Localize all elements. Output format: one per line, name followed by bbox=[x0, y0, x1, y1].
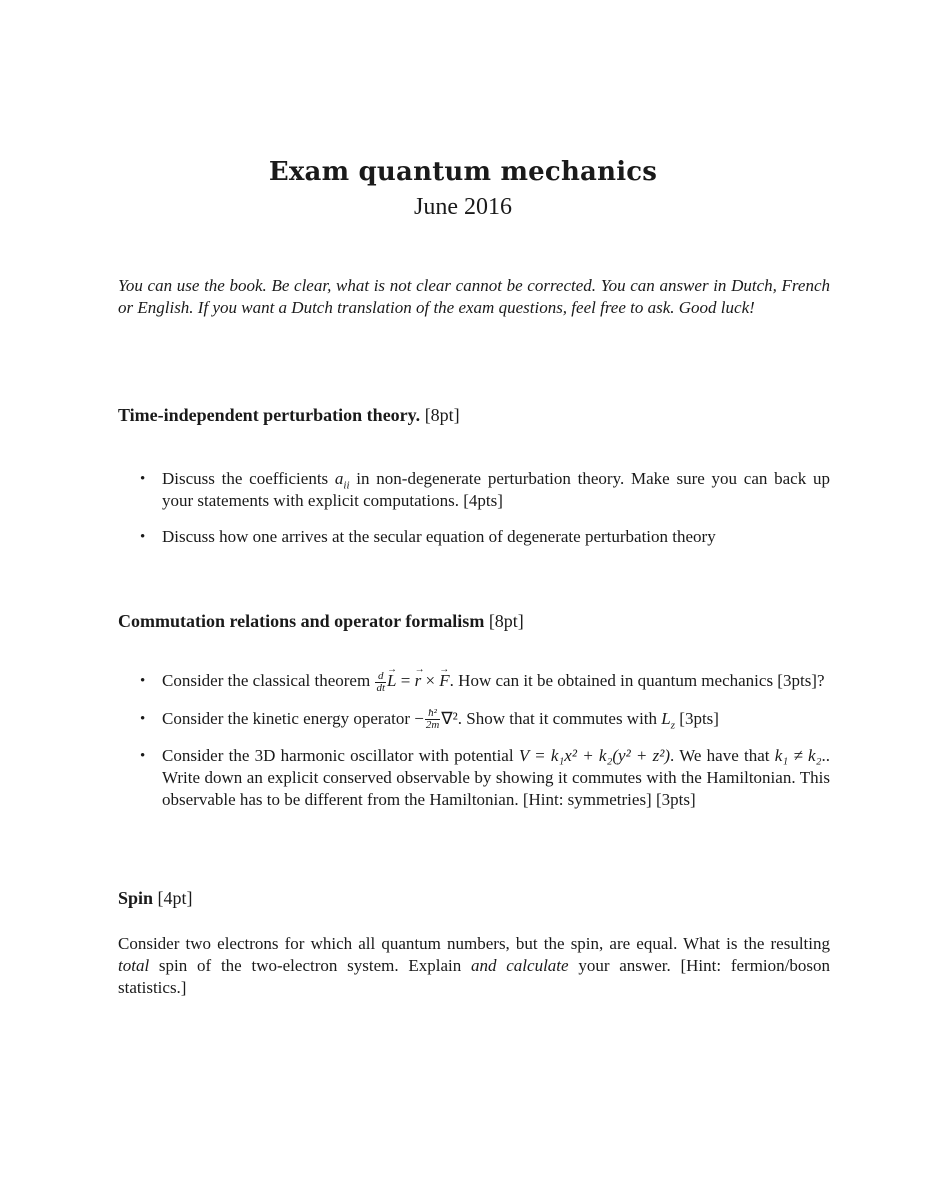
emphasis-text: and calculate bbox=[471, 956, 569, 975]
bullet-icon: • bbox=[140, 471, 146, 487]
fraction-numerator: ħ² bbox=[425, 708, 440, 720]
vector-L: → L bbox=[387, 670, 396, 692]
item-text: .. Write down an explicit conserved observable by showing it commutes with the Hamiltonian. This observable has to be different from the Hamiltonian. [Hint: symmetries] [3pts] bbox=[162, 746, 830, 810]
list-item bbox=[140, 526, 830, 548]
section-title: Spin bbox=[118, 888, 154, 908]
section-points: [8pt] bbox=[424, 405, 460, 425]
item-text: . We have that bbox=[670, 746, 775, 766]
emphasis-text: total bbox=[118, 956, 150, 975]
section-title: Time-independent perturbation theory. bbox=[118, 405, 421, 425]
bullet-icon: • bbox=[140, 673, 146, 689]
fraction-numerator: d bbox=[375, 671, 386, 683]
math-symbol: L bbox=[661, 708, 671, 728]
section-heading-spin bbox=[118, 888, 830, 909]
list-item bbox=[140, 468, 830, 512]
section-points: [4pt] bbox=[157, 888, 193, 908]
fraction-denominator: 2m bbox=[425, 719, 440, 732]
item-text: Discuss how one arrives at the secular equation of degenerate perturbation theory bbox=[162, 527, 716, 546]
inequality-formula: k₁ ≠ k₂ bbox=[774, 746, 822, 766]
fraction-denominator: dt bbox=[376, 681, 385, 694]
section-heading-commutation bbox=[118, 611, 830, 632]
page-title: Exam quantum mechanics bbox=[268, 157, 658, 187]
item-text: Discuss the coefficients bbox=[162, 469, 335, 488]
bullet-icon: • bbox=[140, 748, 146, 765]
commutation-question-list bbox=[140, 670, 830, 825]
exam-date: June 2016 bbox=[414, 194, 512, 220]
paragraph-text: Consider two electrons for which all quantum numbers, but the spin, are equal. What is the resulting bbox=[118, 934, 830, 953]
item-text: Consider the 3D harmonic oscillator with potential bbox=[162, 746, 519, 766]
item-text: [3pts] bbox=[675, 708, 719, 728]
section-heading-perturbation bbox=[118, 405, 830, 426]
list-item bbox=[140, 708, 830, 732]
equals-sign: = bbox=[396, 671, 415, 690]
laplacian-operator: ∇² bbox=[441, 708, 458, 728]
item-text: . Show that it commutes with bbox=[457, 708, 662, 728]
item-text: Consider the kinetic energy operator − bbox=[162, 708, 424, 728]
potential-formula: V = k₁x² + k₂(y² + z²) bbox=[518, 746, 671, 766]
bullet-icon: • bbox=[140, 529, 146, 545]
intro-paragraph: You can use the book. Be clear, what is not clear cannot be corrected. You can answer in Dutch, French or English. If you want a Dutch translation of the exam questions, feel free to ask. Good luck! bbox=[118, 276, 830, 317]
paragraph-text: your answer. [Hint: fermion/boson statistics.] bbox=[118, 956, 830, 997]
section-points: [8pt] bbox=[488, 611, 524, 631]
item-text: . How can it be obtained in quantum mechanics [3pts]? bbox=[449, 671, 825, 690]
bullet-icon: • bbox=[140, 710, 146, 727]
paragraph-text: spin of the two-electron system. Explain bbox=[149, 956, 471, 975]
item-text: in non-degenerate perturbation theory. Make sure you can back up your statements with explicit computations. [4pts] bbox=[162, 469, 830, 510]
section-title: Commutation relations and operator formalism bbox=[118, 611, 485, 631]
vector-r: → r bbox=[415, 670, 422, 692]
spin-question-paragraph bbox=[118, 933, 830, 999]
list-item bbox=[140, 670, 830, 694]
item-text: Consider the classical theorem bbox=[162, 671, 375, 690]
cross-product-sign: × bbox=[421, 671, 440, 690]
math-subscript: ii bbox=[343, 479, 350, 492]
math-symbol: a bbox=[334, 469, 344, 488]
hbar-fraction bbox=[425, 708, 440, 731]
perturbation-question-list bbox=[140, 468, 830, 562]
vector-F: → F bbox=[439, 670, 449, 692]
math-subscript: z bbox=[670, 718, 676, 731]
derivative-fraction bbox=[375, 671, 386, 694]
list-item bbox=[140, 745, 830, 811]
